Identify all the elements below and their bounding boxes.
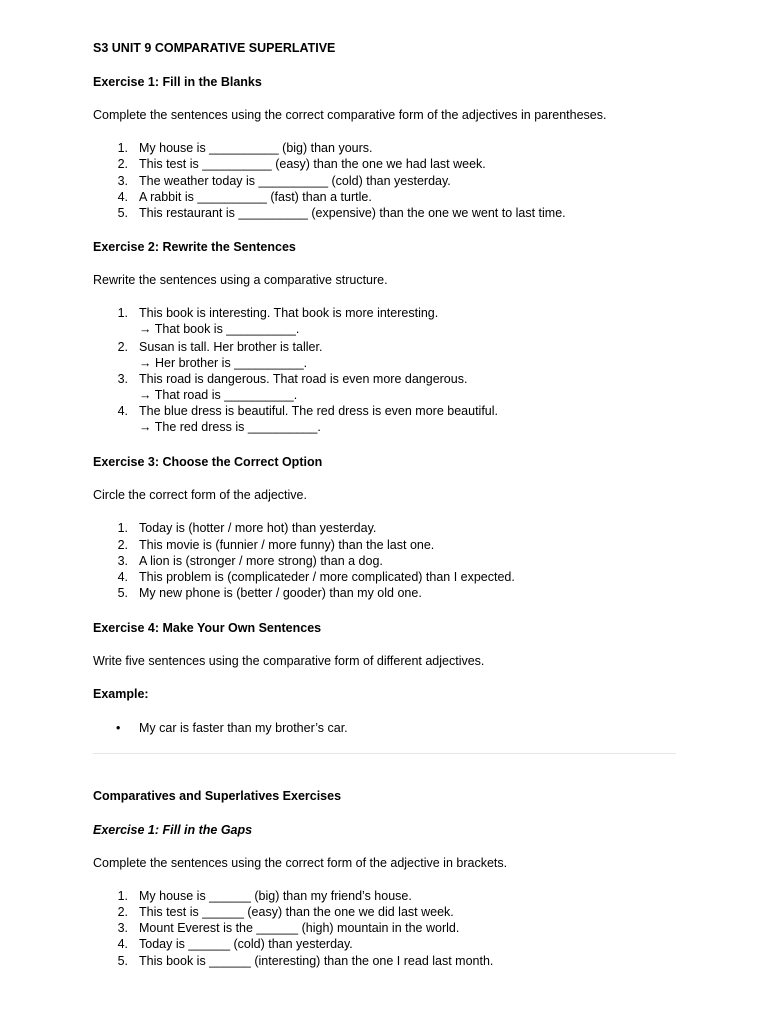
list-number: 1. <box>117 889 128 903</box>
list-item: This test is ______ (easy) than the one we did last week. <box>139 905 454 919</box>
list-number: 1. <box>117 306 128 320</box>
list-number: 2. <box>117 157 128 171</box>
list-item: This road is dangerous. That road is even more dangerous. <box>139 372 468 386</box>
list-item: This test is __________ (easy) than the one we had last week. <box>139 157 486 171</box>
list-number: 5. <box>117 206 128 220</box>
list-number: 3. <box>117 372 128 386</box>
answer-line: → That book is __________. <box>139 322 300 336</box>
list-item: My house is ______ (big) than my friend’s house. <box>139 889 412 903</box>
list-number: 2. <box>117 538 128 552</box>
list-item: My house is __________ (big) than yours. <box>139 141 373 155</box>
exercise-3-instruction: Circle the correct form of the adjective. <box>93 488 307 502</box>
answer-line: → The red dress is __________. <box>139 420 321 434</box>
list-item: Mount Everest is the ______ (high) mountain in the world. <box>139 921 460 935</box>
section-2-instruction: Complete the sentences using the correct form of the adjective in brackets. <box>93 856 508 870</box>
list-number: 5. <box>117 586 128 600</box>
exercise-2-heading: Exercise 2: Rewrite the Sentences <box>93 240 296 254</box>
exercise-2-instruction: Rewrite the sentences using a comparative structure. <box>93 273 388 287</box>
list-item: This book is ______ (interesting) than the one I read last month. <box>139 954 494 968</box>
horizontal-divider <box>93 753 676 754</box>
list-number: 3. <box>117 174 128 188</box>
exercise-1-instruction: Complete the sentences using the correct comparative form of the adjectives in parentheses. <box>93 108 607 122</box>
exercise-3-heading: Exercise 3: Choose the Correct Option <box>93 455 323 469</box>
section-2-exercise-1-heading: Exercise 1: Fill in the Gaps <box>93 823 253 837</box>
list-item: This book is interesting. That book is more interesting. <box>139 306 439 320</box>
list-number: 1. <box>117 521 128 535</box>
document-title: S3 UNIT 9 COMPARATIVE SUPERLATIVE <box>93 41 336 55</box>
exercise-4-instruction: Write five sentences using the comparative form of different adjectives. <box>93 654 485 668</box>
list-item: Susan is tall. Her brother is taller. <box>139 340 323 354</box>
list-number: 4. <box>117 190 128 204</box>
answer-line: → Her brother is __________. <box>139 356 308 370</box>
list-item: A lion is (stronger / more strong) than a dog. <box>139 554 383 568</box>
bullet-icon: • <box>116 721 121 735</box>
list-item: Today is ______ (cold) than yesterday. <box>139 937 353 951</box>
list-item: This restaurant is __________ (expensive) than the one we went to last time. <box>139 206 566 220</box>
exercise-4-heading: Exercise 4: Make Your Own Sentences <box>93 621 322 635</box>
list-number: 4. <box>117 937 128 951</box>
list-item: This problem is (complicateder / more complicated) than I expected. <box>139 570 515 584</box>
list-item: Today is (hotter / more hot) than yesterday. <box>139 521 377 535</box>
list-number: 1. <box>117 141 128 155</box>
list-item: The blue dress is beautiful. The red dress is even more beautiful. <box>139 404 498 418</box>
list-number: 3. <box>117 554 128 568</box>
list-item: A rabbit is __________ (fast) than a turtle. <box>139 190 372 204</box>
list-item: This movie is (funnier / more funny) than the last one. <box>139 538 435 552</box>
list-item: My car is faster than my brother’s car. <box>139 721 348 735</box>
list-item: The weather today is __________ (cold) than yesterday. <box>139 174 451 188</box>
section-2-title: Comparatives and Superlatives Exercises <box>93 789 342 803</box>
answer-line: → That road is __________. <box>139 388 298 402</box>
exercise-1-heading: Exercise 1: Fill in the Blanks <box>93 75 262 89</box>
example-label: Example: <box>93 687 149 701</box>
list-number: 4. <box>117 570 128 584</box>
list-item: My new phone is (better / gooder) than my old one. <box>139 586 422 600</box>
list-number: 2. <box>117 340 128 354</box>
list-number: 5. <box>117 954 128 968</box>
list-number: 3. <box>117 921 128 935</box>
list-number: 4. <box>117 404 128 418</box>
list-number: 2. <box>117 905 128 919</box>
